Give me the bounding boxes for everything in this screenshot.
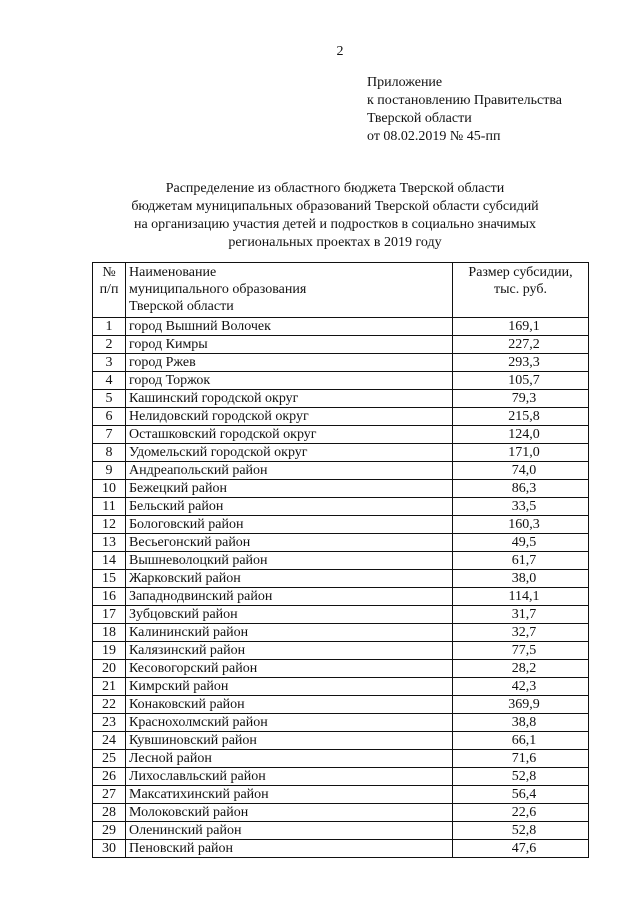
- subsidy-amount-cell: 160,3: [453, 516, 589, 534]
- row-number-cell: 5: [93, 390, 126, 408]
- row-number-cell: 21: [93, 678, 126, 696]
- subsidy-amount-cell: 22,6: [453, 804, 589, 822]
- table-row: [93, 840, 589, 858]
- table-row: [93, 354, 589, 372]
- row-number-cell: 28: [93, 804, 126, 822]
- subsidy-amount-cell: 293,3: [453, 354, 589, 372]
- table-row: [93, 570, 589, 588]
- header-line: Наименование: [129, 265, 217, 280]
- row-number-cell: 27: [93, 786, 126, 804]
- row-number-cell: 29: [93, 822, 126, 840]
- header-line: муниципального образования: [129, 282, 307, 297]
- subsidy-amount-cell: 38,8: [453, 714, 589, 732]
- table-row: [93, 408, 589, 426]
- table-row: [93, 714, 589, 732]
- appendix-line: от 08.02.2019 № 45-пп: [367, 129, 501, 144]
- subsidy-amount-cell: 52,8: [453, 768, 589, 786]
- subsidy-amount-cell: 52,8: [453, 822, 589, 840]
- municipality-name-cell: Удомельский городской округ: [126, 444, 453, 462]
- table-row: [93, 390, 589, 408]
- table-row: [93, 516, 589, 534]
- subsidy-amount-cell: 74,0: [453, 462, 589, 480]
- municipality-name-cell: Весьегонский район: [126, 534, 453, 552]
- subsidy-amount-cell: 71,6: [453, 750, 589, 768]
- row-number-cell: 30: [93, 840, 126, 858]
- subsidy-amount-cell: 105,7: [453, 372, 589, 390]
- row-number-cell: 6: [93, 408, 126, 426]
- header-line: п/п: [99, 282, 119, 297]
- municipality-name-cell: Кимрский район: [126, 678, 453, 696]
- table-row: [93, 804, 589, 822]
- table-row: [93, 768, 589, 786]
- appendix-line: Тверской области: [367, 111, 472, 126]
- table-row: [93, 534, 589, 552]
- subsidy-amount-cell: 38,0: [453, 570, 589, 588]
- municipality-name-cell: Лихославльский район: [126, 768, 453, 786]
- row-number-cell: 13: [93, 534, 126, 552]
- title-line: Распределение из областного бюджета Тверской области: [165, 181, 505, 196]
- row-number-cell: 11: [93, 498, 126, 516]
- municipality-name-cell: Осташковский городской округ: [126, 426, 453, 444]
- subsidy-amount-cell: 66,1: [453, 732, 589, 750]
- subsidy-amount-cell: 169,1: [453, 318, 589, 336]
- row-number-cell: 23: [93, 714, 126, 732]
- municipality-name-cell: Лесной район: [126, 750, 453, 768]
- table-row: [93, 336, 589, 354]
- header-number: [93, 263, 126, 318]
- header-amount: [453, 263, 589, 318]
- municipality-name-cell: Краснохолмский район: [126, 714, 453, 732]
- subsidy-amount-cell: 33,5: [453, 498, 589, 516]
- row-number-cell: 1: [93, 318, 126, 336]
- municipality-name-cell: Молоковский район: [126, 804, 453, 822]
- row-number-cell: 15: [93, 570, 126, 588]
- subsidy-amount-cell: 227,2: [453, 336, 589, 354]
- municipality-name-cell: Андреапольский район: [126, 462, 453, 480]
- table-row: [93, 660, 589, 678]
- subsidy-amount-cell: 47,6: [453, 840, 589, 858]
- title-line: региональных проектах в 2019 году: [228, 235, 442, 250]
- row-number-cell: 7: [93, 426, 126, 444]
- municipality-name-cell: Бологовский район: [126, 516, 453, 534]
- table-row: [93, 480, 589, 498]
- page-number: 2: [336, 44, 344, 59]
- municipality-name-cell: Западнодвинский район: [126, 588, 453, 606]
- table-row: [93, 372, 589, 390]
- row-number-cell: 25: [93, 750, 126, 768]
- table-row: [93, 498, 589, 516]
- table-row: [93, 552, 589, 570]
- subsidy-amount-cell: 61,7: [453, 552, 589, 570]
- municipality-name-cell: Жарковский район: [126, 570, 453, 588]
- subsidy-amount-cell: 32,7: [453, 624, 589, 642]
- row-number-cell: 20: [93, 660, 126, 678]
- subsidy-amount-cell: 56,4: [453, 786, 589, 804]
- municipality-name-cell: Кесовогорский район: [126, 660, 453, 678]
- row-number-cell: 18: [93, 624, 126, 642]
- appendix-line: к постановлению Правительства: [367, 93, 563, 108]
- row-number-cell: 12: [93, 516, 126, 534]
- table-row: [93, 786, 589, 804]
- row-number-cell: 19: [93, 642, 126, 660]
- table-row: [93, 822, 589, 840]
- municipality-name-cell: Нелидовский городской округ: [126, 408, 453, 426]
- municipality-name-cell: город Вышний Волочек: [126, 318, 453, 336]
- table-row: [93, 318, 589, 336]
- table-row: [93, 696, 589, 714]
- municipality-name-cell: Пеновский район: [126, 840, 453, 858]
- table-row: [93, 588, 589, 606]
- row-number-cell: 2: [93, 336, 126, 354]
- row-number-cell: 9: [93, 462, 126, 480]
- header-line: тыс. руб.: [494, 282, 547, 297]
- appendix-block: [367, 74, 562, 146]
- header-line: №: [102, 265, 116, 280]
- municipality-name-cell: город Ржев: [126, 354, 453, 372]
- municipality-name-cell: Калязинский район: [126, 642, 453, 660]
- title-line: на организацию участия детей и подростков в социально значимых: [133, 217, 537, 232]
- row-number-cell: 14: [93, 552, 126, 570]
- table-header-row: [93, 263, 589, 318]
- subsidy-amount-cell: 31,7: [453, 606, 589, 624]
- subsidy-amount-cell: 28,2: [453, 660, 589, 678]
- row-number-cell: 26: [93, 768, 126, 786]
- table-row: [93, 678, 589, 696]
- table-row: [93, 750, 589, 768]
- appendix-line: Приложение: [367, 75, 443, 90]
- municipality-name-cell: город Торжок: [126, 372, 453, 390]
- subsidy-amount-cell: 79,3: [453, 390, 589, 408]
- row-number-cell: 17: [93, 606, 126, 624]
- municipality-name-cell: Кувшиновский район: [126, 732, 453, 750]
- subsidy-amount-cell: 42,3: [453, 678, 589, 696]
- row-number-cell: 24: [93, 732, 126, 750]
- title-line: бюджетам муниципальных образований Тверской области субсидий: [131, 199, 539, 214]
- municipality-name-cell: Оленинский район: [126, 822, 453, 840]
- municipality-name-cell: Калининский район: [126, 624, 453, 642]
- subsidy-amount-cell: 369,9: [453, 696, 589, 714]
- municipality-name-cell: Зубцовский район: [126, 606, 453, 624]
- municipality-name-cell: Конаковский район: [126, 696, 453, 714]
- header-line: Размер субсидии,: [468, 265, 573, 280]
- municipality-name-cell: Кашинский городской округ: [126, 390, 453, 408]
- subsidy-amount-cell: 171,0: [453, 444, 589, 462]
- municipality-name-cell: Максатихинский район: [126, 786, 453, 804]
- table-row: [93, 606, 589, 624]
- municipality-name-cell: Бежецкий район: [126, 480, 453, 498]
- subsidy-table: [92, 262, 589, 858]
- header-line: Тверской области: [129, 299, 234, 314]
- subsidy-amount-cell: 215,8: [453, 408, 589, 426]
- subsidy-amount-cell: 114,1: [453, 588, 589, 606]
- table-row: [93, 624, 589, 642]
- table-row: [93, 732, 589, 750]
- row-number-cell: 16: [93, 588, 126, 606]
- document-title: [95, 180, 575, 252]
- table-row: [93, 642, 589, 660]
- subsidy-amount-cell: 124,0: [453, 426, 589, 444]
- municipality-name-cell: город Кимры: [126, 336, 453, 354]
- subsidy-amount-cell: 49,5: [453, 534, 589, 552]
- municipality-name-cell: Бельский район: [126, 498, 453, 516]
- row-number-cell: 3: [93, 354, 126, 372]
- subsidy-amount-cell: 77,5: [453, 642, 589, 660]
- table-row: [93, 426, 589, 444]
- subsidy-amount-cell: 86,3: [453, 480, 589, 498]
- row-number-cell: 8: [93, 444, 126, 462]
- table-row: [93, 444, 589, 462]
- row-number-cell: 4: [93, 372, 126, 390]
- row-number-cell: 10: [93, 480, 126, 498]
- row-number-cell: 22: [93, 696, 126, 714]
- header-name: [126, 263, 453, 318]
- municipality-name-cell: Вышневолоцкий район: [126, 552, 453, 570]
- table-row: [93, 462, 589, 480]
